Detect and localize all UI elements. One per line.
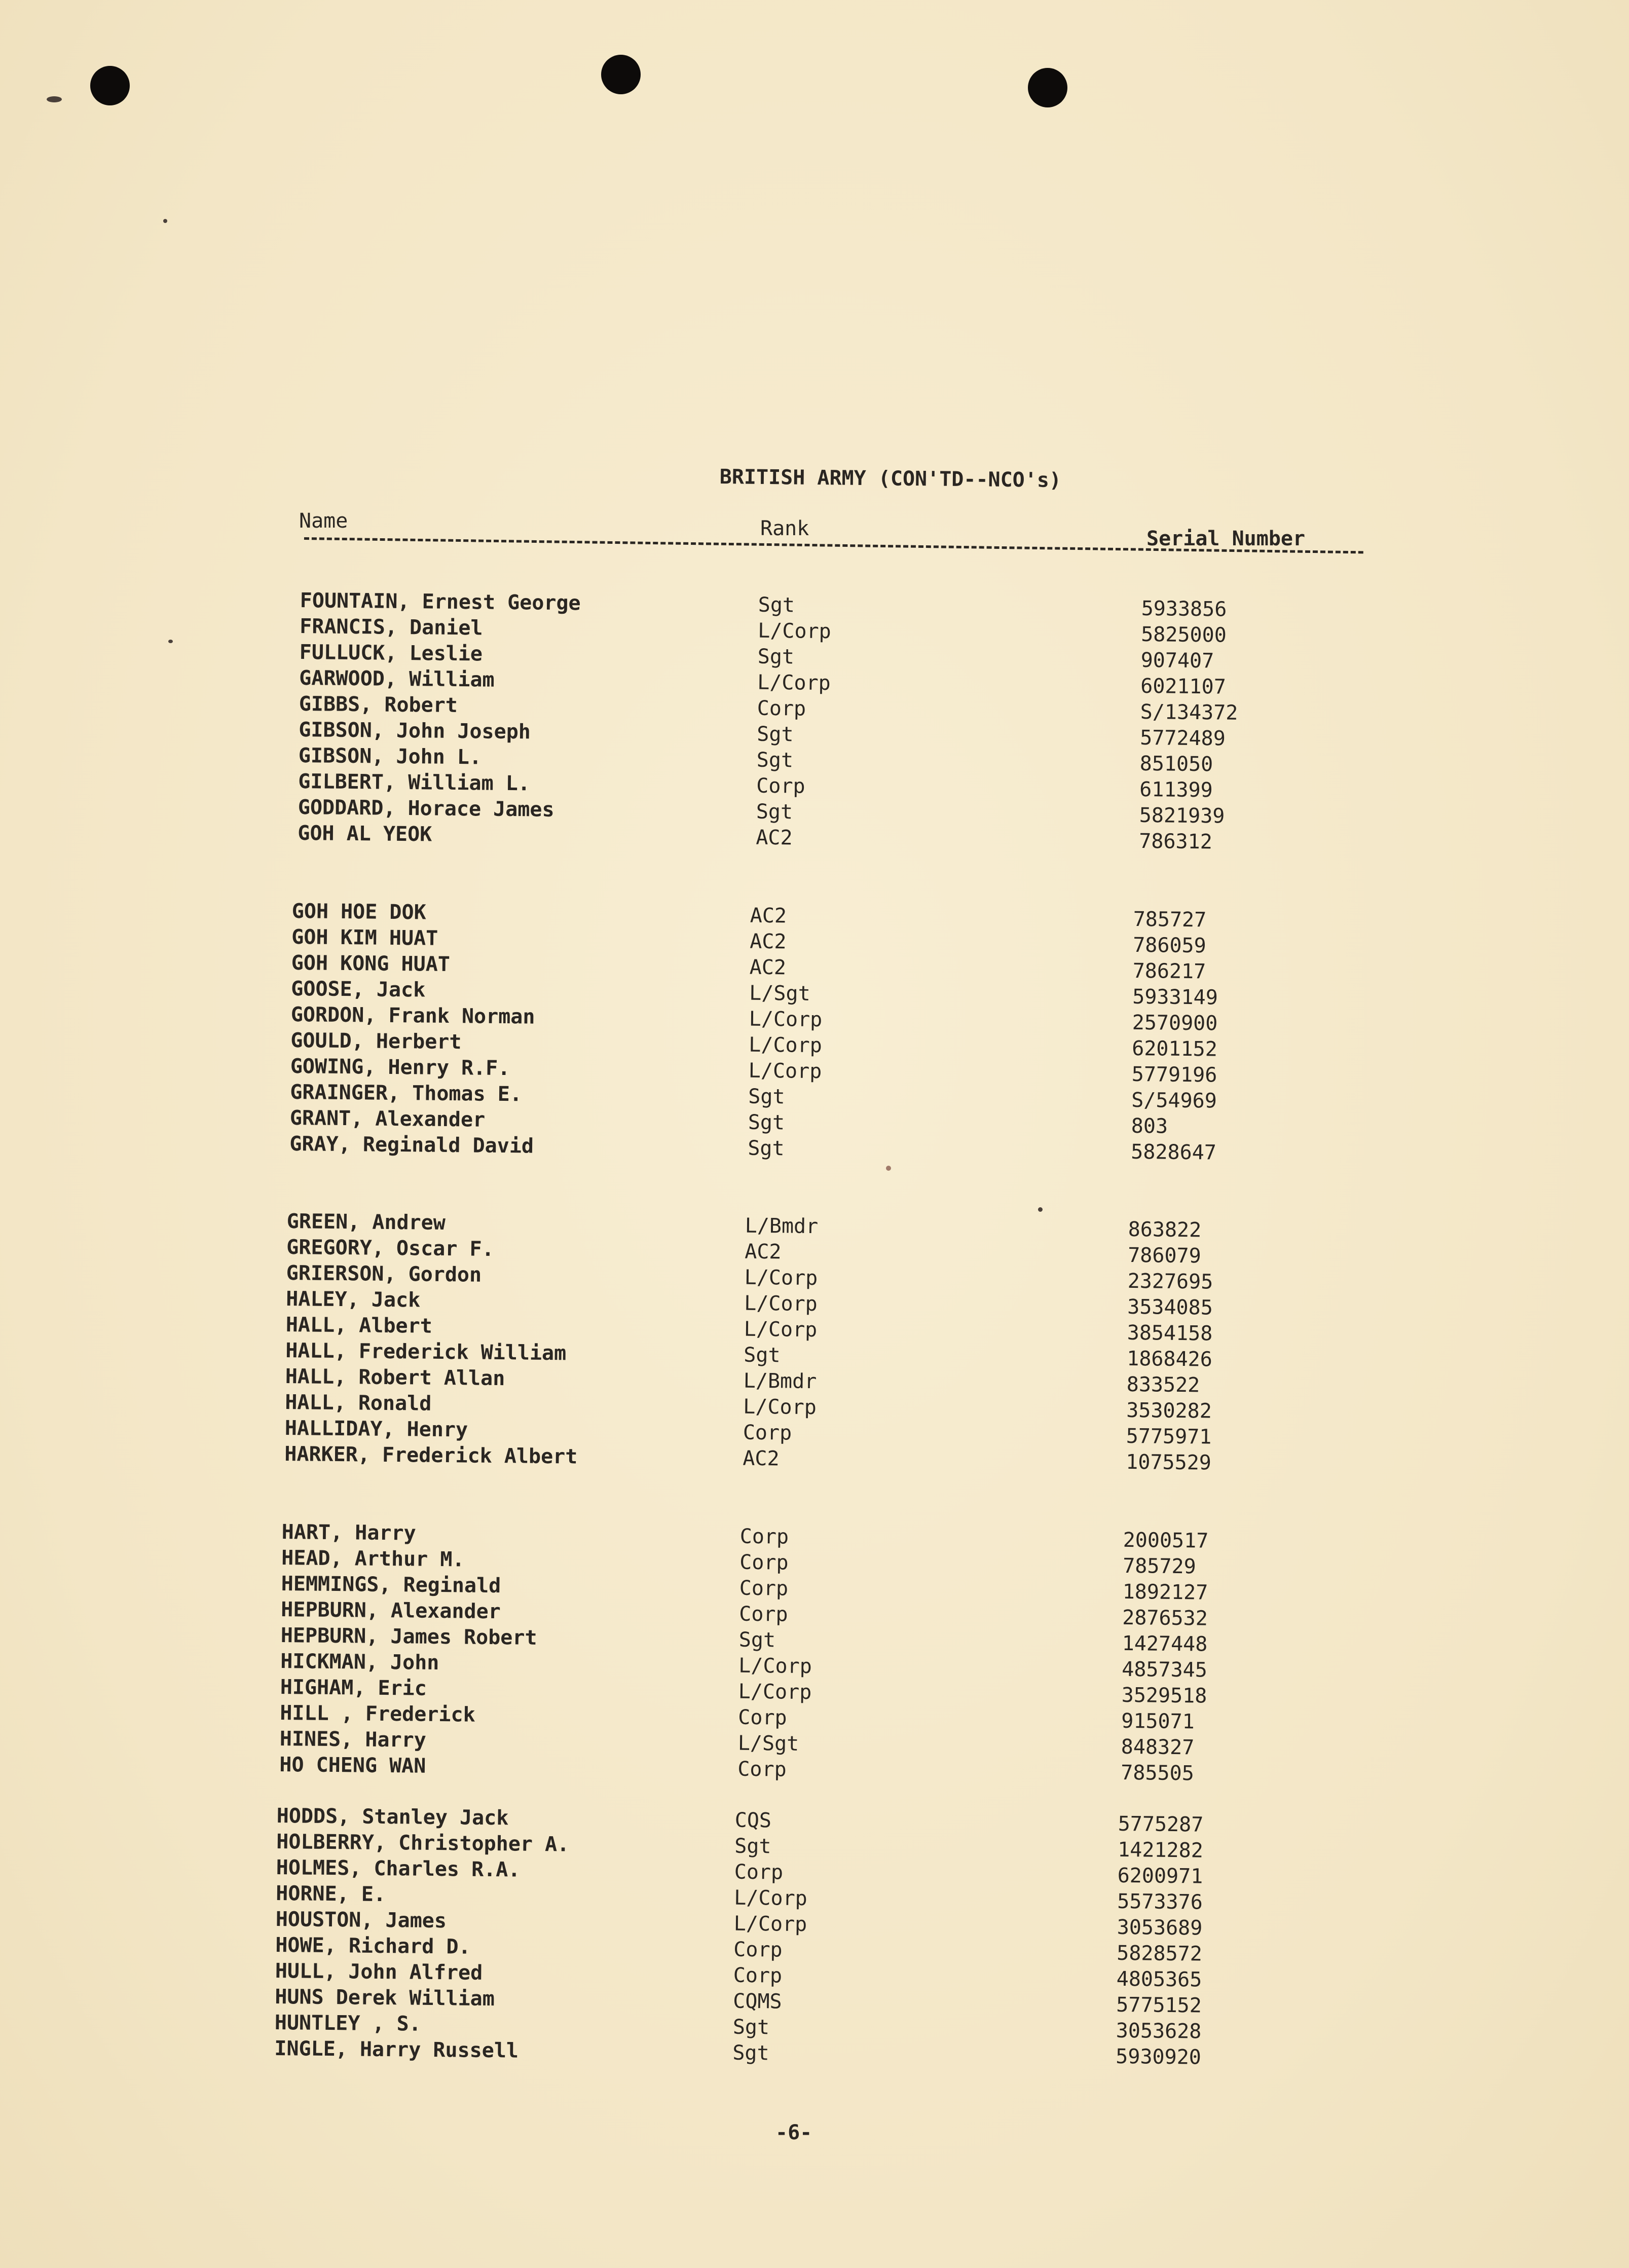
soldier-name: HEAD, Arthur M. (281, 1546, 465, 1572)
soldier-rank: L/Corp (748, 1059, 822, 1084)
ink-speck (163, 219, 167, 223)
soldier-name: HALL, Albert (285, 1313, 433, 1338)
soldier-rank: L/Corp (733, 1912, 807, 1937)
soldier-name: GREEN, Andrew (286, 1210, 446, 1235)
serial-number: 915071 (1121, 1709, 1195, 1734)
soldier-rank: Corp (739, 1525, 789, 1549)
soldier-rank: Corp (739, 1576, 789, 1601)
soldier-rank: Corp (733, 1938, 783, 1962)
soldier-name: GOULD, Herbert (290, 1028, 462, 1054)
soldier-name: HORNE, E. (276, 1881, 386, 1907)
serial-number: 2570900 (1132, 1011, 1218, 1035)
soldier-rank: Sgt (738, 1628, 776, 1652)
serial-number: 3534085 (1127, 1295, 1213, 1320)
soldier-rank: L/Corp (758, 619, 831, 644)
serial-number: 1892127 (1122, 1580, 1208, 1605)
soldier-rank: Sgt (748, 1110, 785, 1135)
soldier-rank: Sgt (748, 1136, 785, 1161)
serial-number: 5775287 (1118, 1812, 1204, 1837)
serial-number: 2000517 (1123, 1528, 1209, 1553)
serial-number: 5933149 (1132, 985, 1218, 1010)
soldier-name: HUNTLEY , S. (274, 2011, 422, 2036)
soldier-name: FRANCIS, Daniel (300, 614, 483, 640)
serial-number: 5775152 (1116, 1993, 1202, 2018)
serial-number: 3854158 (1127, 1321, 1213, 1346)
soldier-name: GOH HOE DOK (291, 900, 426, 924)
serial-number: 785505 (1121, 1761, 1195, 1786)
soldier-name: HOWE, Richard D. (275, 1933, 471, 1959)
soldier-name: HARKER, Frederick Albert (284, 1442, 578, 1469)
soldier-name: GORDON, Frank Norman (290, 1002, 535, 1029)
serial-number: 863822 (1128, 1217, 1202, 1242)
soldier-name: GIBBS, Robert (299, 692, 458, 717)
ink-speck (1038, 1207, 1043, 1212)
serial-number: 5772489 (1140, 726, 1226, 751)
soldier-rank: Corp (734, 1860, 784, 1884)
soldier-rank: Sgt (758, 593, 795, 617)
soldier-rank: Corp (739, 1550, 789, 1575)
soldier-name: GIBSON, John L. (298, 743, 482, 769)
soldier-name: INGLE, Harry Russell (274, 2036, 519, 2063)
serial-number: 3053628 (1116, 2019, 1202, 2043)
soldier-name: GREGORY, Oscar F. (286, 1235, 494, 1261)
soldier-rank: L/Corp (738, 1654, 812, 1679)
ink-speck (886, 1166, 891, 1171)
serial-number: S/134372 (1140, 700, 1238, 725)
soldier-rank: Sgt (734, 1834, 771, 1858)
serial-number: 5933856 (1141, 597, 1227, 621)
soldier-rank: Sgt (756, 800, 793, 824)
soldier-rank: Sgt (757, 722, 794, 747)
punch-hole-left (90, 66, 130, 105)
column-header-rank: Rank (760, 517, 809, 540)
soldier-rank: AC2 (756, 826, 793, 850)
soldier-name: GRAINGER, Thomas E. (290, 1080, 523, 1106)
soldier-rank: L/Corp (744, 1291, 818, 1316)
serial-number: 1427448 (1122, 1631, 1208, 1656)
serial-number: 3053689 (1117, 1915, 1203, 1940)
punch-hole-right (1028, 68, 1067, 107)
soldier-name: HALLIDAY, Henry (284, 1416, 468, 1442)
soldier-rank: L/Corp (757, 671, 831, 695)
column-header-serial: Serial Number (1146, 527, 1306, 550)
serial-number: 786312 (1139, 829, 1213, 854)
soldier-rank: Sgt (732, 2041, 769, 2065)
soldier-rank: L/Sgt (749, 981, 810, 1006)
soldier-rank: Corp (737, 1757, 787, 1781)
soldier-name: GRANT, Alexander (289, 1106, 486, 1132)
serial-number: 5828572 (1117, 1941, 1203, 1966)
serial-number: 786217 (1132, 959, 1206, 984)
soldier-rank: CQMS (733, 1989, 782, 2014)
serial-number: 848327 (1121, 1735, 1195, 1760)
soldier-rank: L/Corp (734, 1886, 807, 1911)
serial-number: 5775971 (1126, 1424, 1212, 1449)
soldier-name: HALEY, Jack (286, 1287, 421, 1312)
soldier-name: GRIERSON, Gordon (286, 1261, 482, 1287)
soldier-rank: Sgt (757, 645, 795, 669)
soldier-rank: L/Corp (749, 1007, 823, 1032)
soldier-rank: CQS (734, 1808, 772, 1833)
serial-number: 803 (1131, 1114, 1168, 1138)
serial-number: 6021107 (1140, 674, 1227, 699)
soldier-name: HULL, John Alfred (275, 1959, 483, 1985)
serial-number: 1075529 (1126, 1450, 1212, 1475)
soldier-name: FOUNTAIN, Ernest George (300, 589, 581, 615)
soldier-rank: L/Corp (743, 1395, 817, 1420)
soldier-rank: Sgt (744, 1343, 781, 1367)
soldier-name: GRAY, Reginald David (289, 1132, 534, 1158)
serial-number: S/54969 (1131, 1088, 1217, 1113)
soldier-rank: AC2 (750, 904, 787, 928)
soldier-rank: AC2 (750, 929, 787, 954)
column-header-name: Name (299, 509, 348, 533)
soldier-rank: L/Corp (744, 1266, 818, 1290)
soldier-rank: L/Bmdr (745, 1214, 819, 1239)
serial-number: 786059 (1132, 933, 1206, 958)
soldier-name: GOH KONG HUAT (291, 951, 451, 976)
soldier-rank: Corp (757, 696, 806, 721)
soldier-name: GOH KIM HUAT (291, 925, 438, 950)
serial-number: 6201152 (1132, 1036, 1218, 1061)
soldier-rank: AC2 (743, 1446, 780, 1471)
serial-number: 4857345 (1122, 1657, 1208, 1682)
soldier-rank: Sgt (732, 2015, 770, 2039)
soldier-name: HART, Harry (281, 1520, 416, 1545)
serial-number: 5825000 (1140, 622, 1227, 647)
soldier-rank: L/Corp (738, 1680, 812, 1704)
soldier-rank: Corp (743, 1421, 792, 1445)
soldier-name: HOUSTON, James (275, 1907, 447, 1933)
soldier-name: GARWOOD, William (299, 666, 495, 692)
page-title: BRITISH ARMY (CON'TD--NCO's) (719, 465, 1062, 493)
soldier-name: GODDARD, Horace James (298, 795, 554, 822)
serial-number: 786079 (1127, 1243, 1201, 1268)
soldier-name: GOH AL YEOK (298, 821, 432, 846)
serial-number: 611399 (1139, 777, 1213, 802)
serial-number: 851050 (1139, 752, 1213, 776)
soldier-name: HALL, Ronald (285, 1390, 432, 1416)
soldier-rank: L/Corp (744, 1317, 818, 1342)
soldier-name: HEPBURN, James Robert (280, 1623, 537, 1650)
serial-number: 5930920 (1116, 2044, 1202, 2069)
serial-number: 3530282 (1126, 1398, 1212, 1423)
ink-speck (47, 96, 62, 102)
soldier-name: HO CHENG WAN (279, 1753, 426, 1778)
soldier-rank: AC2 (745, 1240, 782, 1264)
soldier-rank: AC2 (749, 955, 787, 980)
soldier-name: HEMMINGS, Reginald (281, 1572, 501, 1598)
soldier-rank: Sgt (756, 748, 794, 772)
soldier-name: HODDS, Stanley Jack (276, 1804, 509, 1830)
serial-number: 785729 (1122, 1554, 1196, 1579)
soldier-rank: L/Bmdr (743, 1369, 817, 1394)
soldier-rank: Sgt (748, 1085, 785, 1109)
ink-speck (168, 640, 173, 643)
soldier-name: HOLBERRY, Christopher A. (276, 1830, 570, 1856)
soldier-name: HEPBURN, Alexander (281, 1597, 501, 1624)
serial-number: 1421282 (1117, 1838, 1204, 1863)
serial-number: 833522 (1126, 1372, 1200, 1397)
punch-hole-center (601, 55, 641, 94)
serial-number: 907407 (1140, 648, 1214, 673)
serial-number: 3529518 (1121, 1683, 1207, 1708)
soldier-rank: Corp (738, 1705, 787, 1730)
soldier-rank: Corp (733, 1963, 783, 1988)
soldier-rank: Corp (756, 774, 805, 798)
soldier-name: HICKMAN, John (280, 1649, 439, 1675)
soldier-rank: L/Sgt (737, 1731, 799, 1756)
soldier-name: FULLUCK, Leslie (299, 640, 483, 666)
serial-number: 2327695 (1127, 1269, 1213, 1294)
soldier-name: HILL , Frederick (280, 1701, 475, 1727)
soldier-name: HOLMES, Charles R.A. (276, 1855, 521, 1882)
serial-number: 4805365 (1116, 1967, 1202, 1992)
soldier-name: HUNS Derek William (275, 1985, 495, 2011)
serial-number: 5821939 (1139, 803, 1225, 828)
serial-number: 785727 (1133, 907, 1207, 932)
serial-number: 5828647 (1131, 1140, 1217, 1165)
soldier-rank: L/Corp (749, 1033, 823, 1058)
soldier-name: GIBSON, John Joseph (299, 718, 531, 744)
soldier-name: GOWING, Henry R.F. (290, 1054, 510, 1081)
serial-number: 5779196 (1131, 1062, 1217, 1087)
soldier-name: GOOSE, Jack (291, 977, 426, 1002)
soldier-name: GILBERT, William L. (298, 769, 531, 796)
serial-number: 1868426 (1127, 1347, 1213, 1371)
soldier-rank: Corp (739, 1602, 788, 1626)
soldier-name: HINES, Harry (279, 1727, 427, 1752)
soldier-name: HALL, Robert Allan (285, 1364, 505, 1391)
soldier-name: HIGHAM, Eric (280, 1675, 427, 1700)
soldier-name: HALL, Frederick William (285, 1339, 567, 1365)
serial-number: 5573376 (1117, 1889, 1203, 1914)
page-number: -6- (775, 2121, 812, 2144)
serial-number: 6200971 (1117, 1864, 1203, 1888)
serial-number: 2876532 (1122, 1606, 1208, 1630)
